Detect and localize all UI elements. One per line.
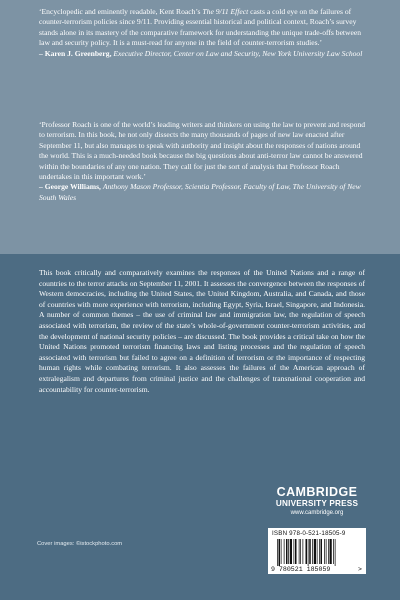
barcode-bar bbox=[328, 539, 329, 564]
barcode-bar bbox=[299, 539, 300, 564]
publisher-logo bbox=[269, 486, 365, 517]
endorsement-quote bbox=[39, 7, 366, 59]
book-description: This book critically and comparatively examines the responses of the United Nations and a range of countries to the terror attacks on September 11, 2001. It assesses the convergence between the responses of Western democracies, including the United States, the United Kingdom, Australia, and Canada, and those of countries with more experience with terrorism, including Egypt, Syria, Israel, Singapore, and Indonesia. A number of common themes – the use of criminal law and immigration law, the regulation of speech associated with terrorism, the review of the state’s whole-of-government counter-terrorism activities, and the development of national security policies – are discussed. The book provides a critical take on how the United Nations promoted terrorism financing laws and listing processes and the regulation of speech associated with terrorism but failed to agree on a definition of terrorism or the importance of respecting human rights while combating terrorism. It also assesses the failures of the American approach of extralegalism and departures from criminal justice and the challenges of transnational cooperation and accountability for counter-terrorism. bbox=[39, 268, 365, 394]
endorser-name: – Karen J. Greenberg, bbox=[39, 48, 112, 58]
barcode-addon-mark: > bbox=[358, 566, 362, 573]
barcode-bar bbox=[321, 539, 323, 564]
barcode-bar bbox=[279, 539, 281, 566]
barcode-bar bbox=[288, 539, 289, 564]
publisher-name: CAMBRIDGE bbox=[276, 485, 358, 499]
endorsement-quote bbox=[39, 120, 366, 203]
barcode-bar bbox=[308, 539, 309, 566]
isbn-barcode bbox=[268, 528, 366, 574]
barcode-bars bbox=[277, 539, 336, 566]
barcode-bar bbox=[319, 539, 320, 564]
barcode-bar bbox=[295, 539, 297, 564]
endorsement-attribution bbox=[39, 182, 366, 203]
endorsement-panel bbox=[0, 0, 400, 254]
barcode-bar bbox=[300, 539, 301, 564]
book-title-italic: The 9/11 Effect bbox=[202, 7, 249, 16]
endorser-title: Anthony Mason Professor, Scientia Professor, Faculty of Law, The University of New South Wales bbox=[39, 182, 361, 202]
barcode-bar bbox=[330, 539, 332, 564]
barcode-digits: 9 780521 185059 bbox=[271, 566, 331, 573]
barcode-bar bbox=[317, 539, 318, 564]
barcode-bar bbox=[314, 539, 316, 564]
publisher-subtitle: UNIVERSITY PRESS bbox=[275, 499, 359, 508]
barcode-bar bbox=[303, 539, 304, 564]
publisher-url: www.cambridge.org bbox=[290, 510, 344, 516]
barcode-bar bbox=[309, 539, 311, 564]
barcode-bar bbox=[312, 539, 313, 564]
endorsement-text: ‘Encyclopedic and eminently readable, Kent Roach’s The 9/11 Effect casts a cold eye on the failures of counter-terrorism policies since 9/11. Providing essential historical and political context, Roach’s survey stands alone in its mastery of the comparative framework for understanding the unique trade-offs between law and security policy. It is a must-read for anyone in the field of counter-terrorism studies.’ bbox=[39, 7, 362, 48]
barcode-bar bbox=[286, 539, 288, 564]
endorser-name: – George Williams, bbox=[39, 182, 101, 192]
barcode-bar bbox=[277, 539, 278, 566]
barcode-bar bbox=[294, 539, 295, 564]
barcode-icon bbox=[268, 528, 366, 574]
barcode-bar bbox=[333, 539, 334, 564]
endorsement-attribution bbox=[39, 49, 366, 59]
barcode-bar bbox=[281, 539, 282, 564]
barcode-bar bbox=[290, 539, 292, 564]
isbn-label: ISBN 978-0-521-18505-9 bbox=[272, 530, 346, 537]
endorsement-text: ‘Professor Roach is one of the world’s leading writers and thinkers on using the law to prevent and respond to terrorism. In this book, he not only dissects the many thousands of pages of new law enacted after September 11, but also manages to speak with authority and insight about the responses of nations around the world. This is a much-needed book because the big questions about anti-terror law cannot be answered within the boundaries of any one nation. They call for just the sort of analysis that Professor Roach undertakes in this important work.’ bbox=[39, 120, 366, 182]
barcode-bar bbox=[306, 539, 308, 564]
endorser-title: Executive Director, Center on Law and Security, New York University Law School bbox=[113, 48, 363, 58]
cover-image-credit: Cover images: ©istockphoto.com bbox=[37, 541, 123, 547]
barcode-bar bbox=[335, 539, 336, 566]
barcode-bar bbox=[284, 539, 285, 564]
barcode-bar bbox=[324, 539, 325, 564]
barcode-bar bbox=[326, 539, 327, 564]
